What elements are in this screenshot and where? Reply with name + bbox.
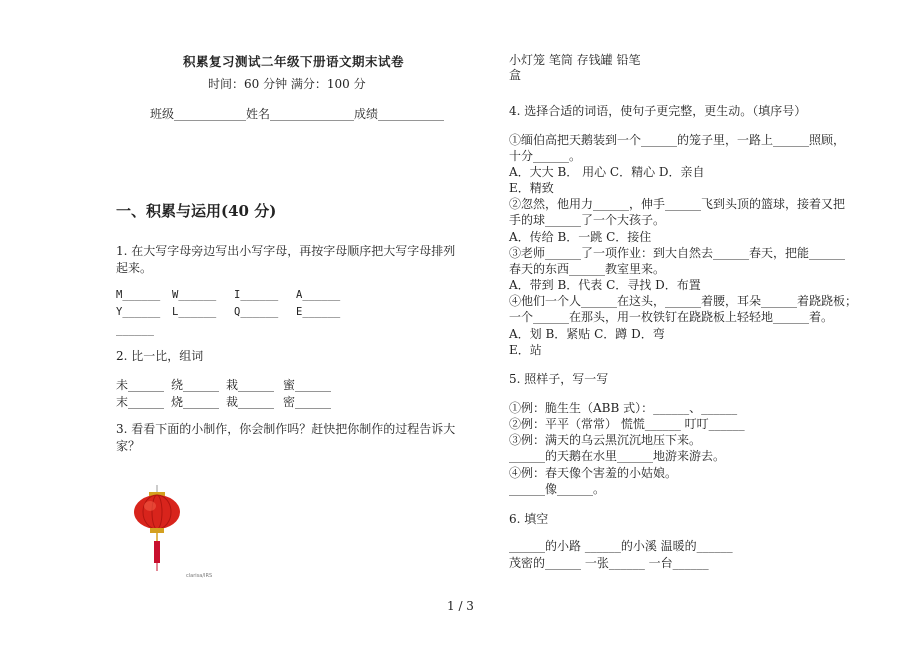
q2-word[interactable]: 烧______ [171,395,220,409]
q4-line: 一个______在那头，用一枚铁钉在跷跷板上轻轻地______着。 [509,310,834,324]
q2-word[interactable]: 蜜______ [283,378,332,392]
q1-letter[interactable]: Y______ [116,306,161,318]
page-number: 1 / 3 [447,599,474,613]
q4-line: 春天的东西______教室里来。 [509,262,666,276]
q1-letter[interactable]: A______ [296,289,341,301]
q5-line: ③例：满天的乌云黑沉沉地压下来。 [509,433,702,447]
materials-line2: 盒 [509,68,522,82]
q4-line: A．大大 B． 用心 C．精心 D．亲自 [509,165,705,179]
lantern-image [128,485,213,585]
q6-title: 6. 填空 [509,512,549,526]
page-title: 积累复习测试二年级下册语文期末试卷 [183,54,405,69]
q4-title: 4. 选择合适的词语，使句子更完整，更生动。（填序号） [509,104,807,118]
q4-line: A．划 B．紧贴 C．蹲 D．弯 [509,327,665,341]
student-info-line: 班级____________姓名______________成绩___________ [150,107,445,121]
q2-word[interactable]: 未______ [116,378,165,392]
q4-line: A．带到 B．代表 C．寻找 D．布置 [509,278,701,292]
q5-line: ④例：春天像个害羞的小姑娘。 [509,466,678,480]
q5-line: ______像______。 [509,482,606,496]
q1-text-line1: 1. 在大写字母旁边写出小写字母，再按字母顺序把大写字母排列 [116,244,456,258]
q1-letter[interactable]: I______ [234,289,279,301]
q6-line1: ______的小路 ______的小溪 温暖的______ [509,539,733,553]
q3-text-line2: 家？ [116,439,141,453]
q4-line: ②忽然，他用力______，伸手______飞到头顶的篮球，接着又把 [509,197,846,211]
q1-text-line2: 起来。 [116,261,153,275]
q5-line: ①例：脆生生（ABB 式）：______、______ [509,401,738,415]
q4-line: ③老师______了一项作业：到大自然去______春天，把能______ [509,246,846,260]
q1-letter[interactable]: L______ [172,306,217,318]
q5-title: 5. 照样子，写一写 [509,372,609,386]
q1-answer-line[interactable]: ______ [116,324,154,336]
q4-line: A．传给 B．一跳 C．接住 [509,230,652,244]
lantern-icon [128,485,208,585]
materials-line1: 小灯笼 笔筒 存钱罐 铅笔 [509,53,641,67]
q4-line: ①缅伯高把天鹅装到一个______的笼子里，一路上______照顾， [509,133,846,147]
q4-line: 十分______。 [509,149,582,163]
q4-line: 手的球______了一个大孩子。 [509,213,666,227]
section-title: 一、积累与运用(40 分) [116,202,277,220]
q1-letter[interactable]: Q______ [234,306,279,318]
q4-line: ④他们一个人______在这头，______着腰，耳朵______着跷跷板； [509,294,858,308]
q4-line: E．站 [509,343,542,357]
q1-letter[interactable]: M______ [116,289,161,301]
time-score: 时间：60 分钟 满分：100 分 [208,77,366,91]
q2-word[interactable]: 栽______ [226,378,275,392]
image-caption: clarisa/IRS [186,573,213,579]
q2-word[interactable]: 裁______ [226,395,275,409]
q5-line: ______的天鹅在水里______地游来游去。 [509,449,726,463]
q2-word[interactable]: 绕______ [171,378,220,392]
q1-letter[interactable]: E______ [296,306,341,318]
q5-line: ②例：平平（常常） 慌慌______ 叮叮______ [509,417,745,431]
q2-word[interactable]: 密______ [283,395,332,409]
q2-word[interactable]: 末______ [116,395,165,409]
q6-line2: 茂密的______ 一张______ 一台______ [509,556,709,570]
q1-letter[interactable]: W______ [172,289,217,301]
q2-title: 2. 比一比，组词 [116,349,204,363]
q3-text-line1: 3. 看看下面的小制作，你会制作吗？赶快把你制作的过程告诉大 [116,422,456,436]
q4-line: E．精致 [509,181,554,195]
